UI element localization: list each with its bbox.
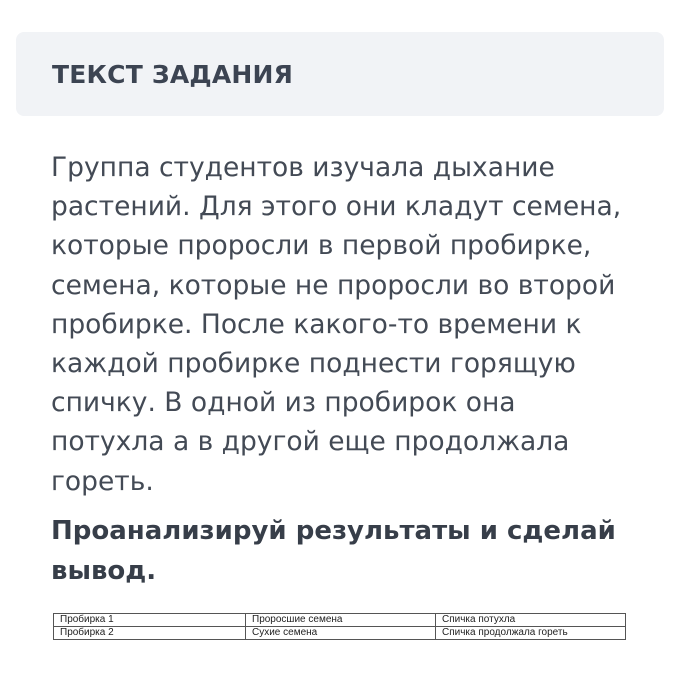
- task-text-line: каждой пробирке поднести горящую: [51, 347, 576, 379]
- task-header-title: ТЕКСТ ЗАДАНИЯ: [52, 60, 294, 89]
- task-text-line: Группа студентов изучала дыхание: [51, 152, 555, 183]
- table-cell: Сухие семена: [246, 627, 436, 640]
- table-cell: Спичка потухла: [436, 614, 626, 627]
- table-row: [54, 627, 626, 640]
- task-text: [51, 148, 651, 501]
- task-text-line: растений. Для этого они кладут семена,: [51, 191, 622, 223]
- task-text-line: спичку. В одной из пробирок она: [51, 387, 516, 419]
- task-header: [16, 32, 664, 116]
- table-cell: Спичка продолжала гореть: [436, 627, 626, 640]
- table-cell: Пробирка 2: [54, 627, 246, 640]
- task-instruction: [51, 511, 661, 591]
- task-text-line: которые проросли в первой пробирке,: [51, 230, 592, 262]
- task-text-line: гореть.: [51, 465, 154, 497]
- task-text-line: семена, которые не проросли во второй: [51, 269, 616, 301]
- task-instruction-line: вывод.: [51, 556, 157, 586]
- table-row: [54, 614, 626, 627]
- table-cell: Проросшие семена: [246, 614, 436, 627]
- table-cell: Пробирка 1: [54, 614, 246, 627]
- task-text-line: потухла а в другой еще продолжала: [51, 426, 570, 458]
- results-table: [53, 613, 626, 640]
- task-instruction-line: Проанализируй результаты и сделай: [51, 516, 616, 546]
- task-text-line: пробирке. После какого-то времени к: [51, 308, 582, 340]
